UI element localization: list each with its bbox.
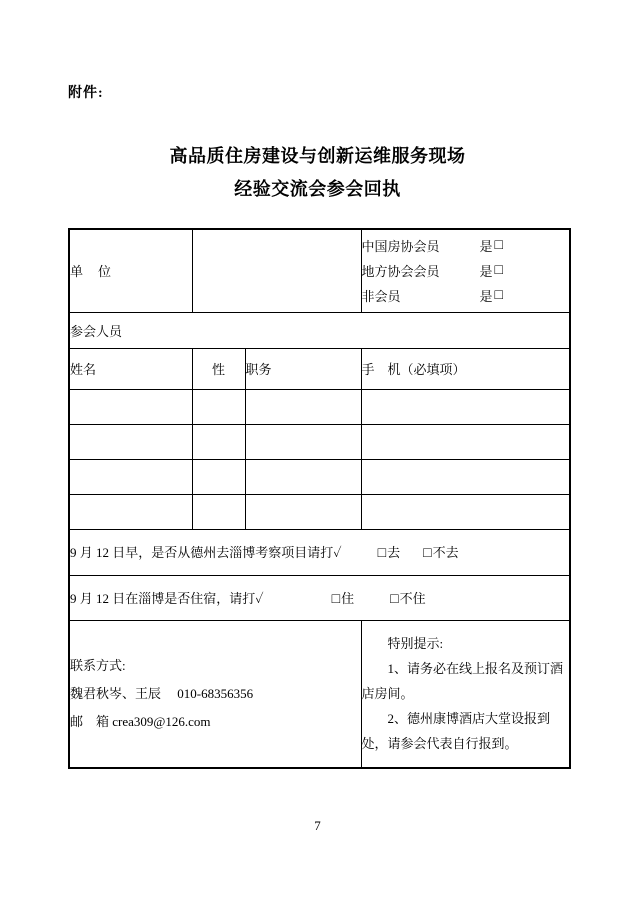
membership-option: [362, 283, 570, 308]
checkbox-icon: □: [377, 546, 387, 561]
empty-cell: [69, 459, 192, 494]
question-option: [332, 588, 354, 608]
question-option: [423, 542, 458, 562]
membership-option: [362, 233, 570, 258]
header-name-cell: 姓名: [69, 348, 192, 389]
question-option: [378, 542, 400, 562]
empty-cell: [192, 424, 245, 459]
header-mobile-cell: 手 机（必填项）: [361, 348, 570, 389]
unit-input-cell: [192, 229, 361, 312]
membership-option: [362, 258, 570, 283]
table-row: [69, 389, 570, 424]
note-item: 1、请务必在线上报名及预订酒店房间。: [361, 661, 564, 702]
contact-cell: [69, 620, 361, 768]
empty-cell: [192, 389, 245, 424]
empty-cell: [361, 424, 570, 459]
question-option: [390, 588, 425, 608]
empty-cell: [69, 424, 192, 459]
participants-label: 参会人员: [70, 323, 123, 339]
option-label: 不住: [399, 590, 426, 606]
page-number: 7: [314, 818, 321, 833]
header-position-cell: 职务: [245, 348, 361, 389]
option-label: 不去: [432, 545, 459, 560]
special-notes-cell: [361, 620, 570, 768]
title-line-1: 高品质住房建设与创新运维服务现场: [169, 146, 466, 166]
empty-cell: [361, 459, 570, 494]
unit-row: [69, 229, 570, 312]
membership-yes-label: 是: [479, 264, 493, 280]
empty-cell: [245, 494, 361, 529]
empty-cell: [245, 389, 361, 424]
empty-cell: [361, 389, 570, 424]
membership-option-label: 中国房协会员: [361, 239, 440, 255]
table-row: [69, 459, 570, 494]
note-item: 2、德州康博酒店大堂设报到处，请参会代表自行报到。: [361, 711, 551, 752]
empty-cell: [69, 389, 192, 424]
contact-email: 邮 箱 crea309@126.com: [70, 714, 211, 730]
empty-cell: [361, 494, 570, 529]
contact-title: 联系方式:: [70, 658, 126, 674]
participants-label-cell: [69, 312, 570, 348]
reply-form-table: [68, 228, 571, 769]
question-cell: [69, 575, 570, 620]
attachment-label: 附件:: [68, 86, 104, 101]
contact-row: [69, 620, 570, 768]
unit-label: 单 位: [70, 264, 113, 280]
notes-title: 特别提示:: [387, 636, 444, 652]
membership-option-label: 非会员: [361, 289, 401, 305]
question-row-lodging: [69, 575, 570, 620]
option-label: 住: [341, 590, 355, 606]
membership-yes-label: 是: [479, 239, 493, 255]
empty-cell: [192, 494, 245, 529]
document-title: [0, 140, 635, 206]
checkbox-icon: □: [494, 262, 503, 278]
table-row: [69, 494, 570, 529]
title-line-2: 经验交流会参会回执: [234, 179, 401, 199]
membership-option-label: 地方协会会员: [361, 264, 440, 280]
participants-header-row: [69, 348, 570, 389]
membership-yes-label: 是: [479, 289, 493, 305]
contact-names-phone: 魏君秋岑、王辰 010-68356356: [70, 686, 254, 702]
question-prompt: 9 月 12 日在淄博是否住宿，请打✓: [70, 590, 264, 606]
membership-cell: [361, 229, 570, 312]
question-prompt: 9 月 12 日早，是否从德州去淄博考察项目请打✓: [70, 545, 342, 560]
empty-cell: [245, 424, 361, 459]
question-cell: [69, 529, 570, 575]
checkbox-icon: □: [494, 237, 503, 253]
question-row-inspection: [69, 529, 570, 575]
checkbox-icon: □: [423, 546, 432, 561]
checkbox-icon: □: [390, 591, 399, 607]
header-gender-cell: 性: [192, 348, 245, 389]
participants-row: [69, 312, 570, 348]
empty-cell: [69, 494, 192, 529]
checkbox-icon: □: [494, 287, 503, 303]
table-row: [69, 424, 570, 459]
unit-label-cell: [69, 229, 192, 312]
empty-cell: [245, 459, 361, 494]
option-label: 去: [387, 545, 401, 560]
checkbox-icon: □: [331, 591, 341, 607]
empty-cell: [192, 459, 245, 494]
